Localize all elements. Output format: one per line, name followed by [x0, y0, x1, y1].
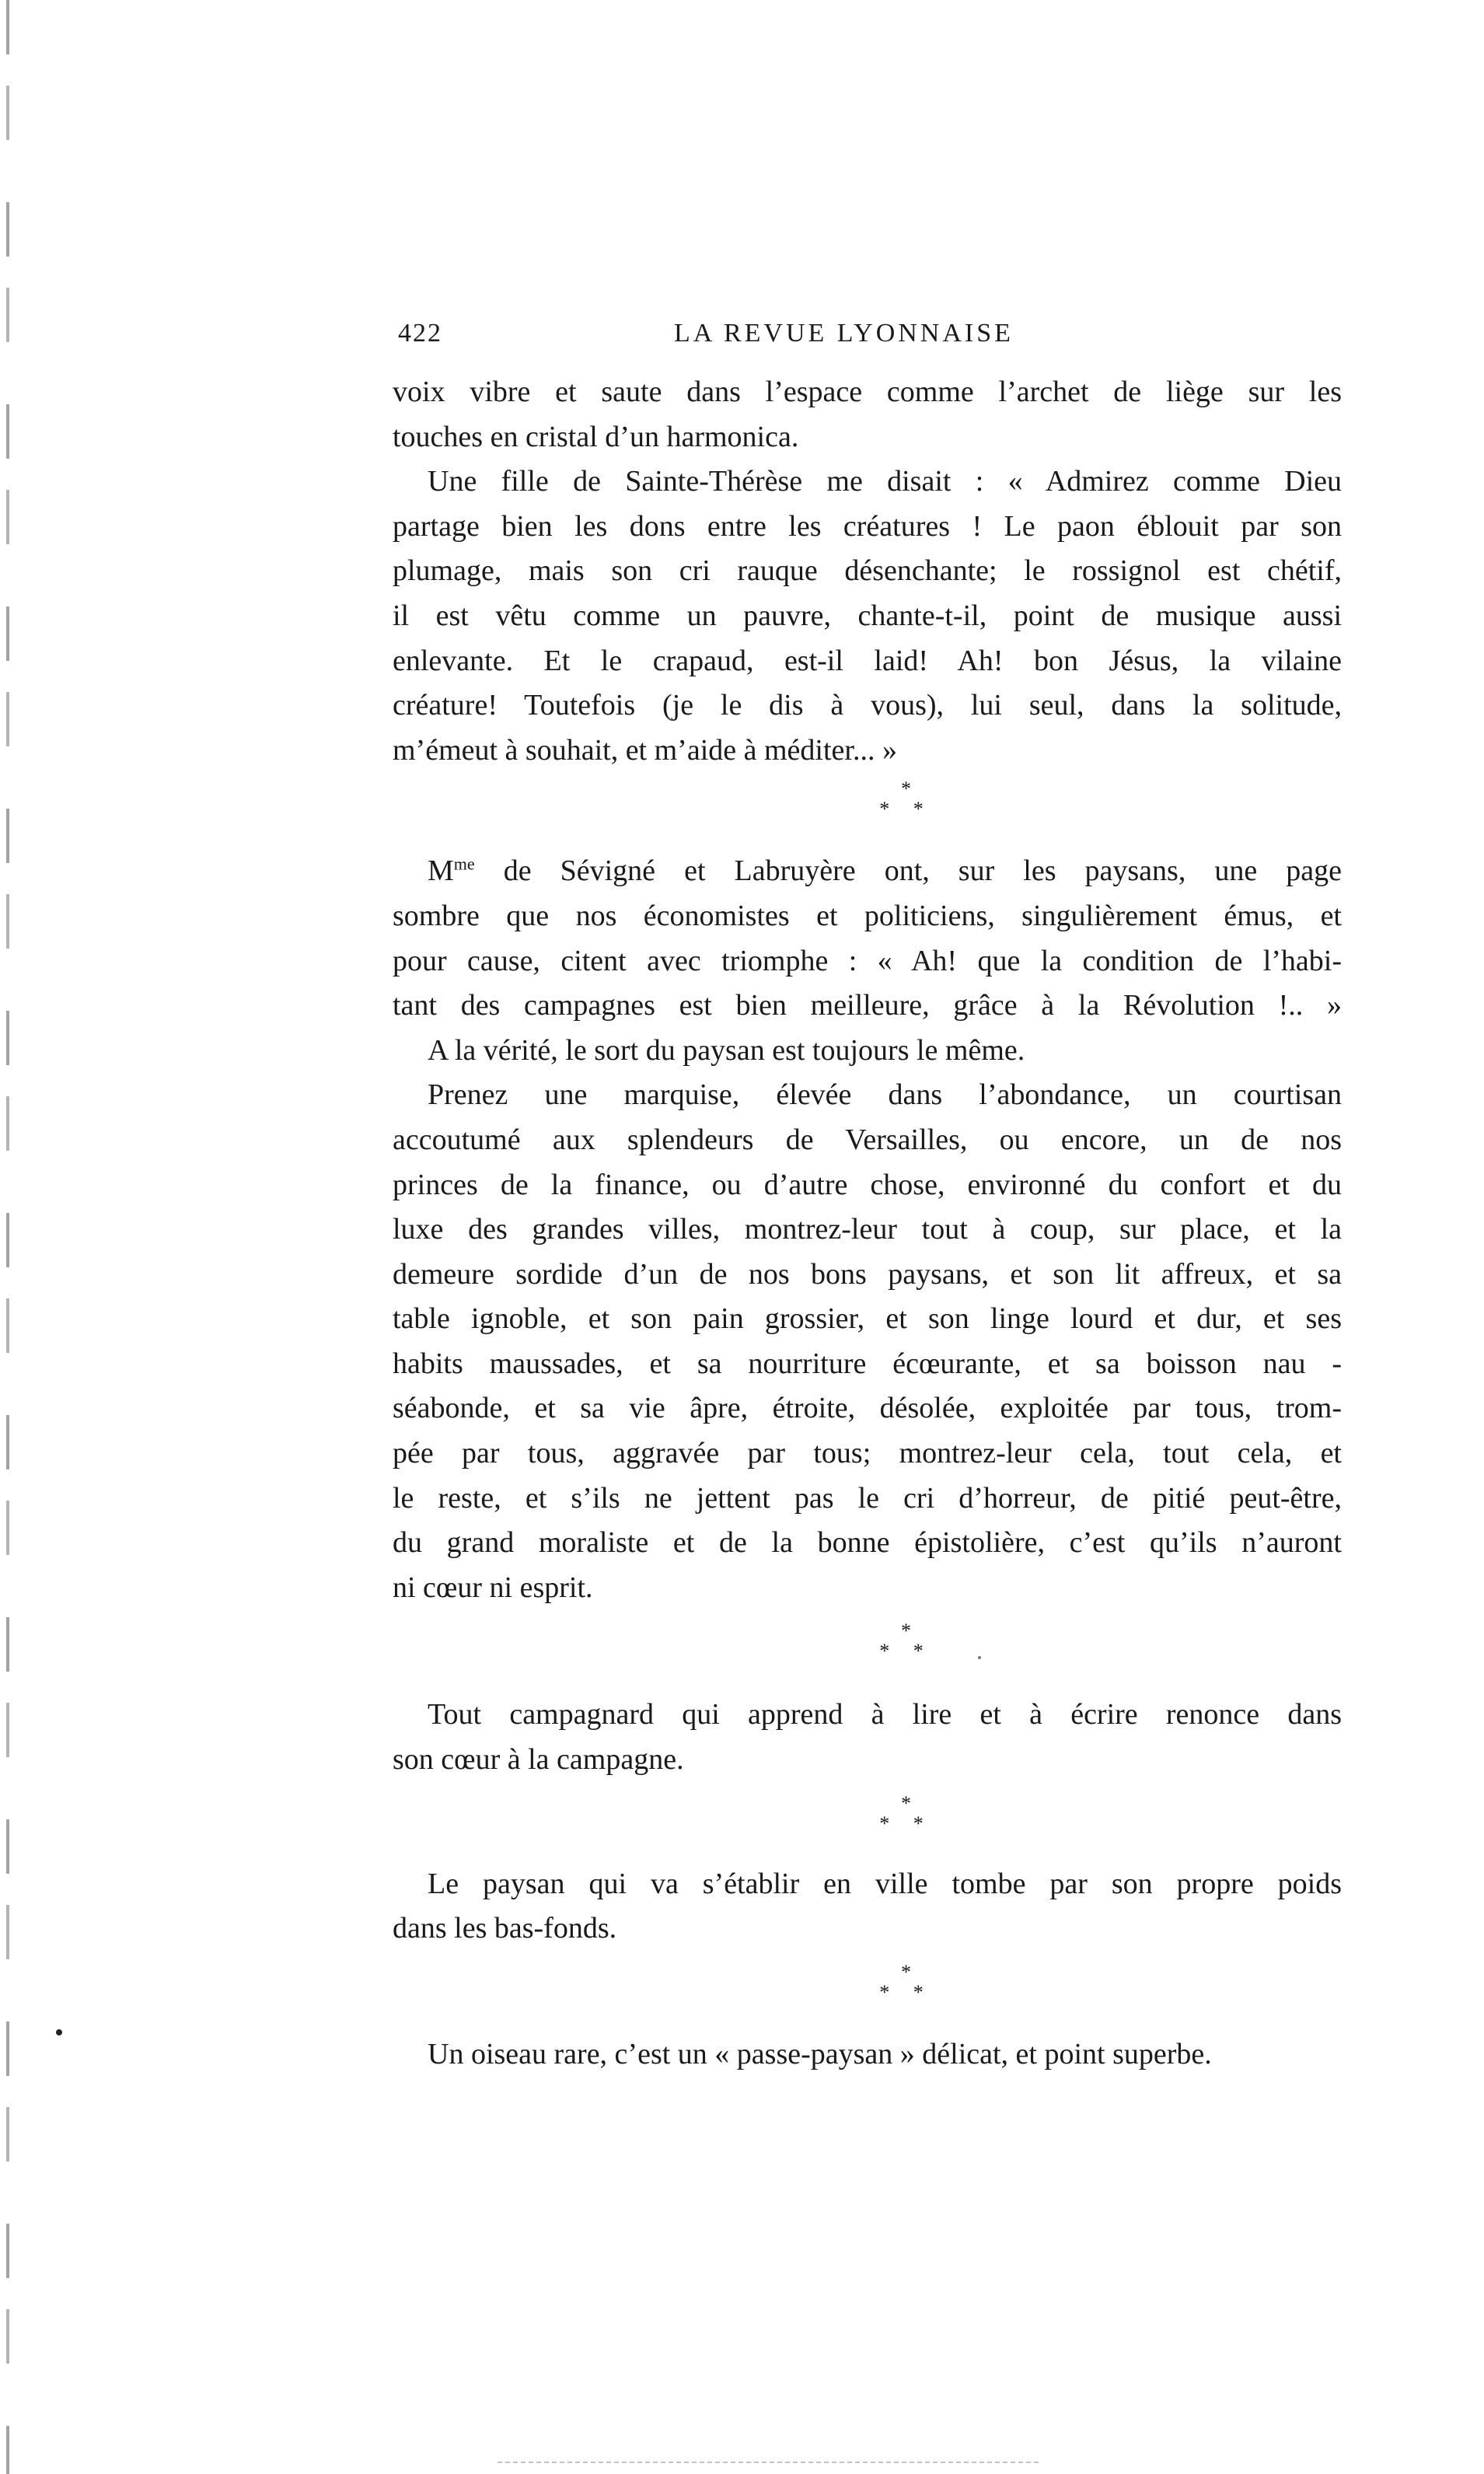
text-line: luxe des grandes villes, montrez-leur tout à coup, sur place, et la	[393, 1213, 1342, 1246]
separator-star: *	[901, 1960, 911, 1983]
text-line: Tout campagnard qui apprend à lire et à écrire renonce dans	[428, 1698, 1342, 1731]
text-line: du grand moraliste et de la bonne épistolière, c’est qu’ils n’auront	[393, 1526, 1342, 1560]
text-line: partage bien les dons entre les créatures ! Le paon éblouit par son	[393, 509, 1342, 543]
text-line: enlevante. Et le crapaud, est-il laid! Ah! bon Jésus, la vilaine	[393, 644, 1342, 677]
separator-star: *	[901, 1791, 911, 1815]
text-line: Une fille de Sainte-Thérèse me disait : « Admirez comme Dieu	[428, 465, 1342, 498]
text-line: table ignoble, et son pain grossier, et son linge lourd et dur, et ses	[393, 1302, 1342, 1336]
separator-stars: * *	[879, 1640, 933, 1663]
scan-edge-left	[6, 0, 9, 2474]
section-separator	[393, 779, 1342, 819]
body-text	[393, 370, 1342, 2077]
text-line: A la vérité, le sort du paysan est toujours le même.	[428, 1033, 1025, 1067]
text-line: créature! Toutefois (je le dis à vous), lui seul, dans la solitude,	[393, 689, 1342, 722]
page-number: 422	[398, 319, 442, 348]
separator-stars: * *	[879, 798, 933, 821]
text-line: accoutumé aux splendeurs de Versailles, ou encore, un de nos	[393, 1123, 1342, 1156]
section-separator	[393, 1962, 1342, 2003]
section-separator	[393, 1791, 1342, 1835]
text-line: dans les bas-fonds.	[393, 1912, 617, 1945]
text-line: princes de la finance, ou d’autre chose, environné du confort et du	[393, 1168, 1342, 1201]
page-header	[398, 311, 1342, 358]
scan-speck	[56, 2029, 62, 2035]
scan-edge-bottom	[498, 2462, 1042, 2463]
text-line: voix vibre et saute dans l’espace comme l’archet de liège sur les	[393, 376, 1342, 408]
text-line: m’émeut à souhait, et m’aide à méditer... »	[393, 733, 897, 767]
text-line	[393, 849, 1342, 894]
section-separator	[393, 1621, 1342, 1662]
text-line: il est vêtu comme un pauvre, chante-t-il, point de musique aussi	[393, 599, 1342, 632]
text-line: séabonde, et sa vie âpre, étroite, désolée, exploitée par tous, trom-	[393, 1392, 1342, 1425]
superscript: me	[453, 854, 475, 874]
text-line: touches en cristal d’un harmonica.	[393, 420, 799, 453]
text-line: tant des campagnes est bien meilleure, grâce à la Révolution !.. »	[393, 989, 1342, 1022]
running-title: LA REVUE LYONNAISE	[674, 319, 1014, 348]
separator-stars: * *	[879, 1980, 933, 2004]
text-line: pour cause, citent avec triomphe : « Ah! que la condition de l’habi-	[393, 944, 1342, 977]
text-line: son cœur à la campagne.	[393, 1743, 684, 1777]
text-line: Prenez une marquise, élevée dans l’abondance, un courtisan	[428, 1078, 1342, 1112]
text-fragment: de Sévigné et Labruyère ont, sur les paysans, une page	[474, 854, 1342, 888]
separator-stars: * *	[879, 1812, 933, 1835]
text-fragment: M	[428, 854, 454, 888]
text-line: demeure sordide d’un de nos bons paysans, et son lit affreux, et sa	[393, 1257, 1342, 1291]
text-line: plumage, mais son cri rauque désenchante; le rossignol est chétif,	[393, 554, 1342, 588]
text-line: ni cœur ni esprit.	[393, 1571, 593, 1604]
text-line: Un oiseau rare, c’est un « passe-paysan » délicat, et point superbe.	[428, 2037, 1212, 2070]
text-line: Le paysan qui va s’établir en ville tombe par son propre poids	[428, 1867, 1342, 1900]
text-line: sombre que nos économistes et politiciens, singulièrement émus, et	[393, 899, 1342, 932]
separator-star: *	[901, 777, 911, 801]
separator-star: *	[901, 1620, 911, 1643]
text-line: pée par tous, aggravée par tous; montrez-leur cela, tout cela, et	[393, 1437, 1342, 1470]
text-line: le reste, et s’ils ne jettent pas le cri d’horreur, de pitié peut-être,	[393, 1481, 1342, 1515]
text-line: habits maussades, et sa nourriture écœurante, et sa boisson nau -	[393, 1347, 1342, 1380]
